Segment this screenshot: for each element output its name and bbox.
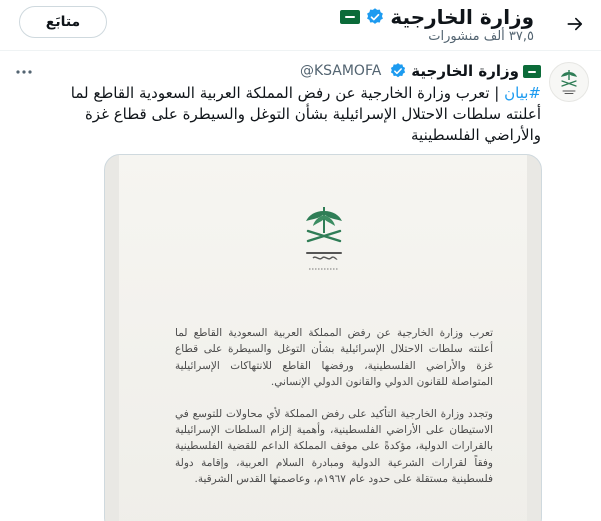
post-text — [57, 83, 541, 146]
profile-header — [0, 0, 601, 52]
page-title: وزارة الخارجية — [390, 5, 534, 29]
header-title-row — [340, 4, 534, 30]
statement-paragraph: وتجدد وزارة الخارجية التأكيد على رفض المملكة لأي محاولات للتوسع في الاستيطان على الأراضي الفلسطينية، وأهمية إلزام السلطات الإسرائيلية بالقرارات الدولية، مؤكدةً على موقف المملكة الداعم للقضية الفلسطينية وفقاً لقرارات الشرعية الدولية ومبادرة السلام العربية، وإقامة دولة فلسطينية مستقلة على حدود عام ١٩٦٧م، وعاصمتها القدس الشرقية. — [175, 407, 493, 486]
following-button[interactable]: متابَع — [19, 6, 107, 38]
header-divider — [0, 50, 601, 51]
post-body: تعرب وزارة الخارجية عن رفض المملكة العربية السعودية القاطع لما أعلنته سلطات الاحتلال الإسرائيلية بشأن التوغل والسيطرة على قطاع غزة والأراضي الفلسطينية — [70, 84, 541, 144]
back-button[interactable] — [563, 12, 587, 36]
more-options-button[interactable] — [12, 62, 36, 82]
ministry-emblem-icon — [293, 203, 355, 273]
arrow-right-icon — [565, 14, 585, 34]
author-name[interactable]: وزارة الخارجية — [411, 62, 519, 80]
ministry-emblem-icon — [556, 68, 582, 96]
statement-paragraph: تعرب وزارة الخارجية عن رفض المملكة العربية السعودية القاطع لما أعلنته سلطات الاحتلال الإسرائيلية بشأن التوغل والسيطرة على قطاع غزة والأراضي الفلسطينية، ورفضها القاطع للانتهاكات الإسرائيلية المتواصلة للقانون الدولي والقانون الدولي الإنساني. — [175, 327, 493, 389]
saudi-flag-icon — [523, 65, 541, 78]
statement-text — [175, 325, 493, 488]
saudi-flag-icon — [340, 10, 360, 24]
post-count: ٣٧,٥ ألف منشورات — [428, 29, 534, 44]
post-author-row — [300, 60, 541, 82]
more-horizontal-icon — [15, 69, 33, 75]
statement-document — [119, 155, 527, 521]
author-handle[interactable]: @KSAMOFA — [299, 63, 382, 79]
avatar[interactable] — [549, 62, 589, 102]
post-media[interactable] — [104, 154, 542, 521]
post-separator: | — [494, 84, 500, 102]
hashtag-link[interactable]: #بيان — [504, 84, 541, 102]
verified-badge-icon — [365, 7, 385, 27]
verified-badge-icon — [389, 62, 407, 80]
